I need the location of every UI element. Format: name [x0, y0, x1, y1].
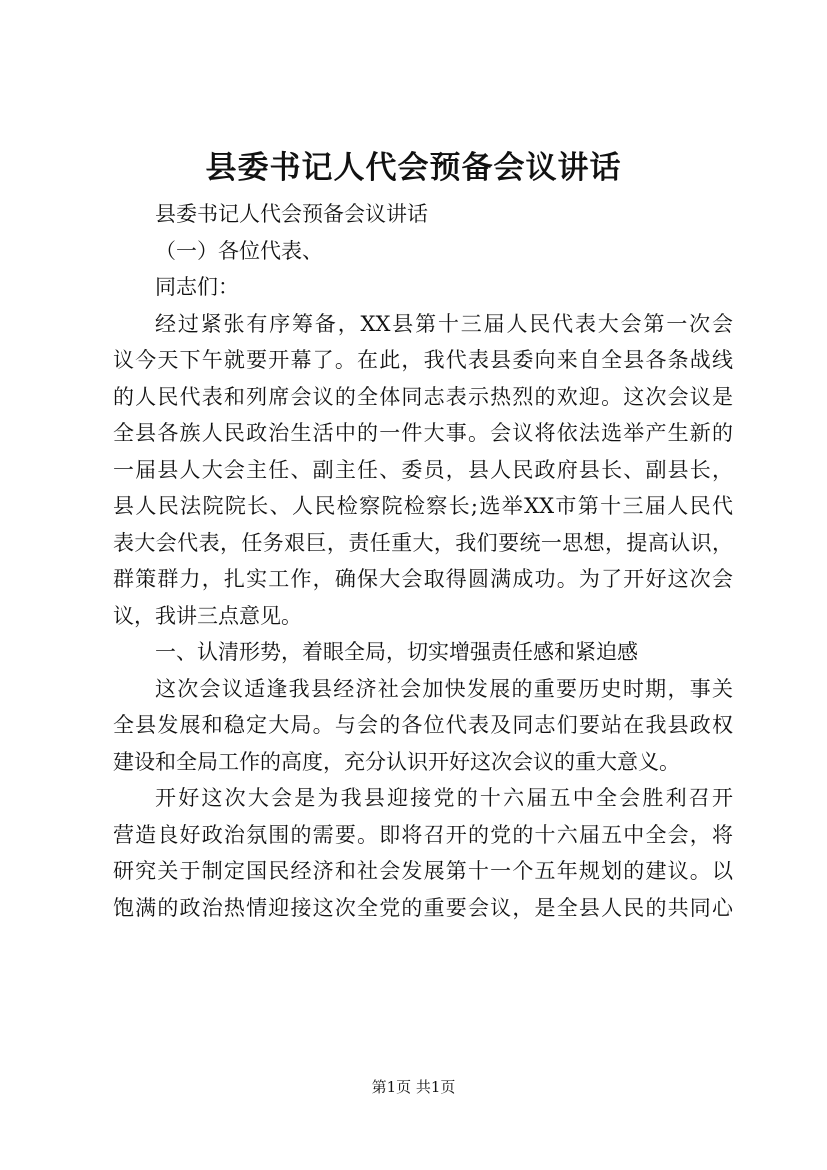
body-line: 一、认清形势，着眼全局，切实增强责任感和紧迫感 [155, 640, 638, 664]
body-line: 研究关于制定国民经济和社会发展第十一个五年规划的建议。以 [113, 859, 733, 883]
body-line: 同志们： [155, 275, 239, 299]
body-line: 县委书记人代会预备会议讲话 [155, 202, 428, 226]
body-line: 营造良好政治氛围的需要。即将召开的党的十六届五中全会，将 [113, 822, 733, 847]
page-footer: 第1页 共1页 [371, 1078, 456, 1096]
body-line: 全县各族人民政治生活中的一件大事。会议将依法选举产生新的 [113, 421, 733, 445]
body-line: （一）各位代表、 [155, 238, 323, 263]
body-line: 的人民代表和列席会议的全体同志表示热烈的欢迎。这次会议是 [113, 384, 733, 409]
body-line: 建设和全局工作的高度，充分认识开好这次会议的重大意义。 [113, 749, 680, 774]
document-title: 县委书记人代会预备会议讲话 [205, 150, 622, 186]
body-line: 县人民法院院长、人民检察院检察长;选举XX市第十三届人民代 [113, 494, 733, 518]
body-line: 群策群力，扎实工作，确保大会取得圆满成功。为了开好这次会 [113, 567, 733, 591]
body-line: 议，我讲三点意见。 [113, 603, 302, 628]
body-line: 这次会议适逢我县经济社会加快发展的重要历史时期，事关 [155, 676, 733, 701]
body-line: 全县发展和稳定大局。与会的各位代表及同志们要站在我县政权 [113, 713, 733, 737]
body-line: 经过紧张有序筹备，XX县第十三届人民代表大会第一次会 [155, 311, 733, 336]
body-line: 一届县人大会主任、副主任、委员，县人民政府县长、副县长， [113, 457, 733, 482]
document-body [113, 196, 733, 926]
body-line: 表大会代表，任务艰巨，责任重大，我们要统一思想，提高认识， [113, 530, 733, 555]
body-line: 饱满的政治热情迎接这次全党的重要会议，是全县人民的共同心 [113, 895, 733, 920]
body-line: 开好这次大会是为我县迎接党的十六届五中全会胜利召开 [155, 786, 733, 810]
body-line: 议今天下午就要开幕了。在此，我代表县委向来自全县各条战线 [113, 348, 733, 372]
